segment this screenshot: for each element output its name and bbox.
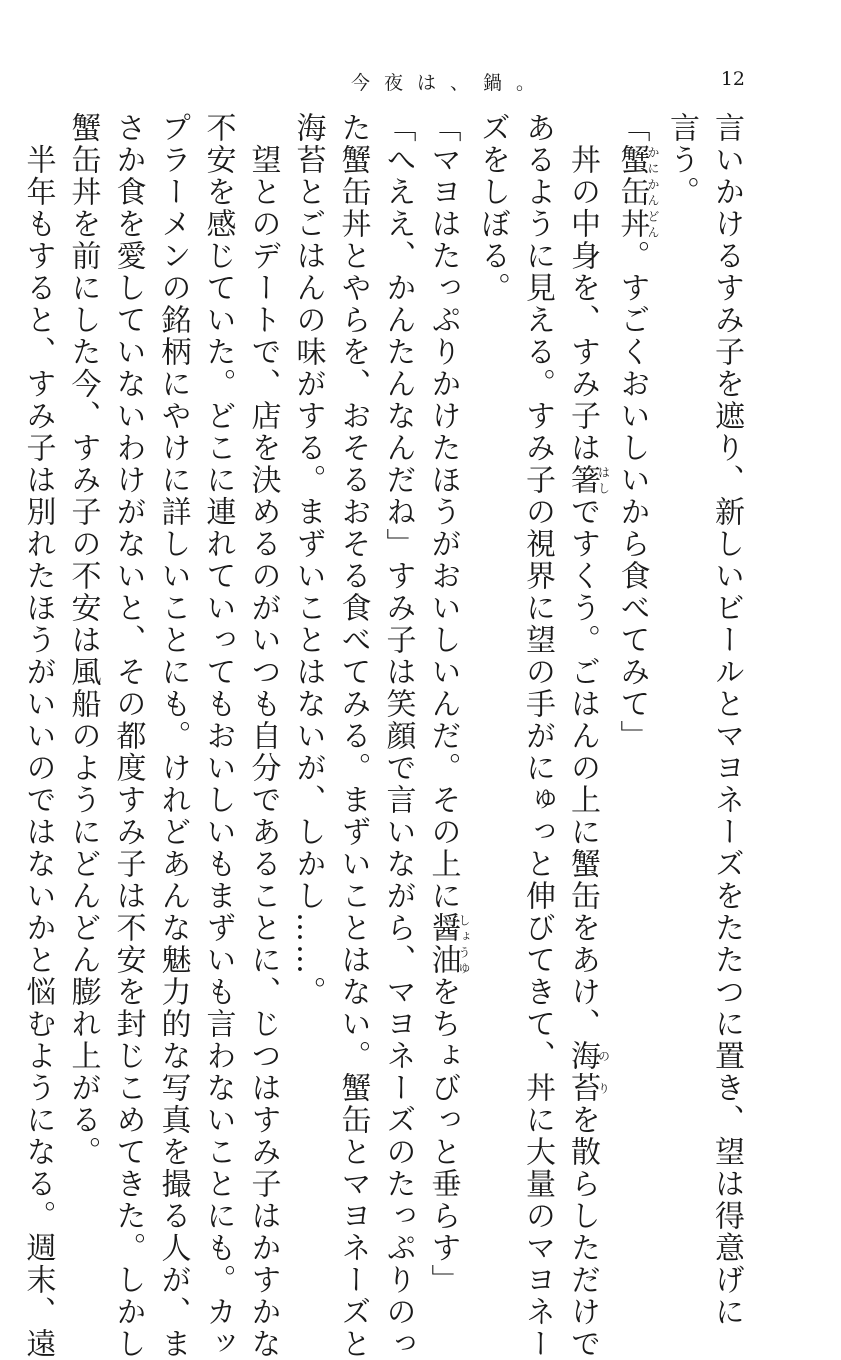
text-line: 不安を感じていた。どこに連れていってもおいしいもまずいも言わないことにも。カッ: [200, 112, 236, 1360]
text-line: 「へええ、かんたんなんだね」すみ子は笑顔で言いながら、マヨネーズのたっぷりのっ: [380, 112, 416, 1360]
text-line: た蟹缶丼とやらを、おそるおそる食べてみる。まずいことはない。蟹缶とマヨネーズと: [335, 112, 371, 1360]
text-line: あるように見える。すみ子の視界に望の手がにゅっと伸びてきて、丼に大量のマヨネー: [520, 112, 555, 1360]
vertical-body-text: [16, 112, 750, 1360]
ruby-hashi: 箸はし: [565, 464, 611, 496]
text-line: ズをしぼる。: [475, 112, 510, 304]
ruby-nori: 海苔のり: [565, 1040, 611, 1104]
text-line: 丼の中身を、すみ子は箸はしですくう。ごはんの上に蟹缶をあけ、海苔のりを散らしただけで: [565, 144, 611, 1360]
text-line: 蟹缶丼を前にした今、すみ子の不安は風船のようにどんどん膨れ上がる。: [65, 112, 101, 1168]
page-number: 12: [720, 68, 745, 90]
text-line: さか食を愛していないわけがないと、その都度すみ子は不安を封じこめてきた。しかし: [110, 112, 146, 1360]
running-head: 今夜は、鍋。: [350, 72, 549, 94]
text-line: 「マヨはたっぷりかけたほうがおいしいんだ。その上に醤油しょうゆをちょびっと垂らす」: [425, 112, 471, 1296]
text-line: プラーメンの銘柄にやけに詳しいことにも。けれどあんな魅力的な写真を撮る人が、ま: [155, 112, 191, 1360]
ruby-shouyu: 醤油しょうゆ: [425, 912, 471, 976]
ruby-kanitondon: 蟹缶丼かにかんどん: [614, 144, 660, 240]
text-line: 言いかけるすみ子を遮り、新しいビールとマヨネーズをたたつに置き、望は得意げに: [709, 112, 744, 1328]
text-line: 「蟹缶丼かにかんどん。すごくおいしいから食べてみて」: [614, 112, 660, 752]
text-line: 海苔とごはんの味がする。まずいことはないが、しかし……。: [290, 112, 326, 1008]
text-line: 言う。: [664, 112, 699, 208]
text-line: 望とのデートで、店を決めるのがいつも自分であることに、じつはすみ子はかすかな: [245, 144, 281, 1360]
text-line: 半年もすると、すみ子は別れたほうがいいのではないかと悩むようになる。週末、遠: [20, 144, 56, 1360]
